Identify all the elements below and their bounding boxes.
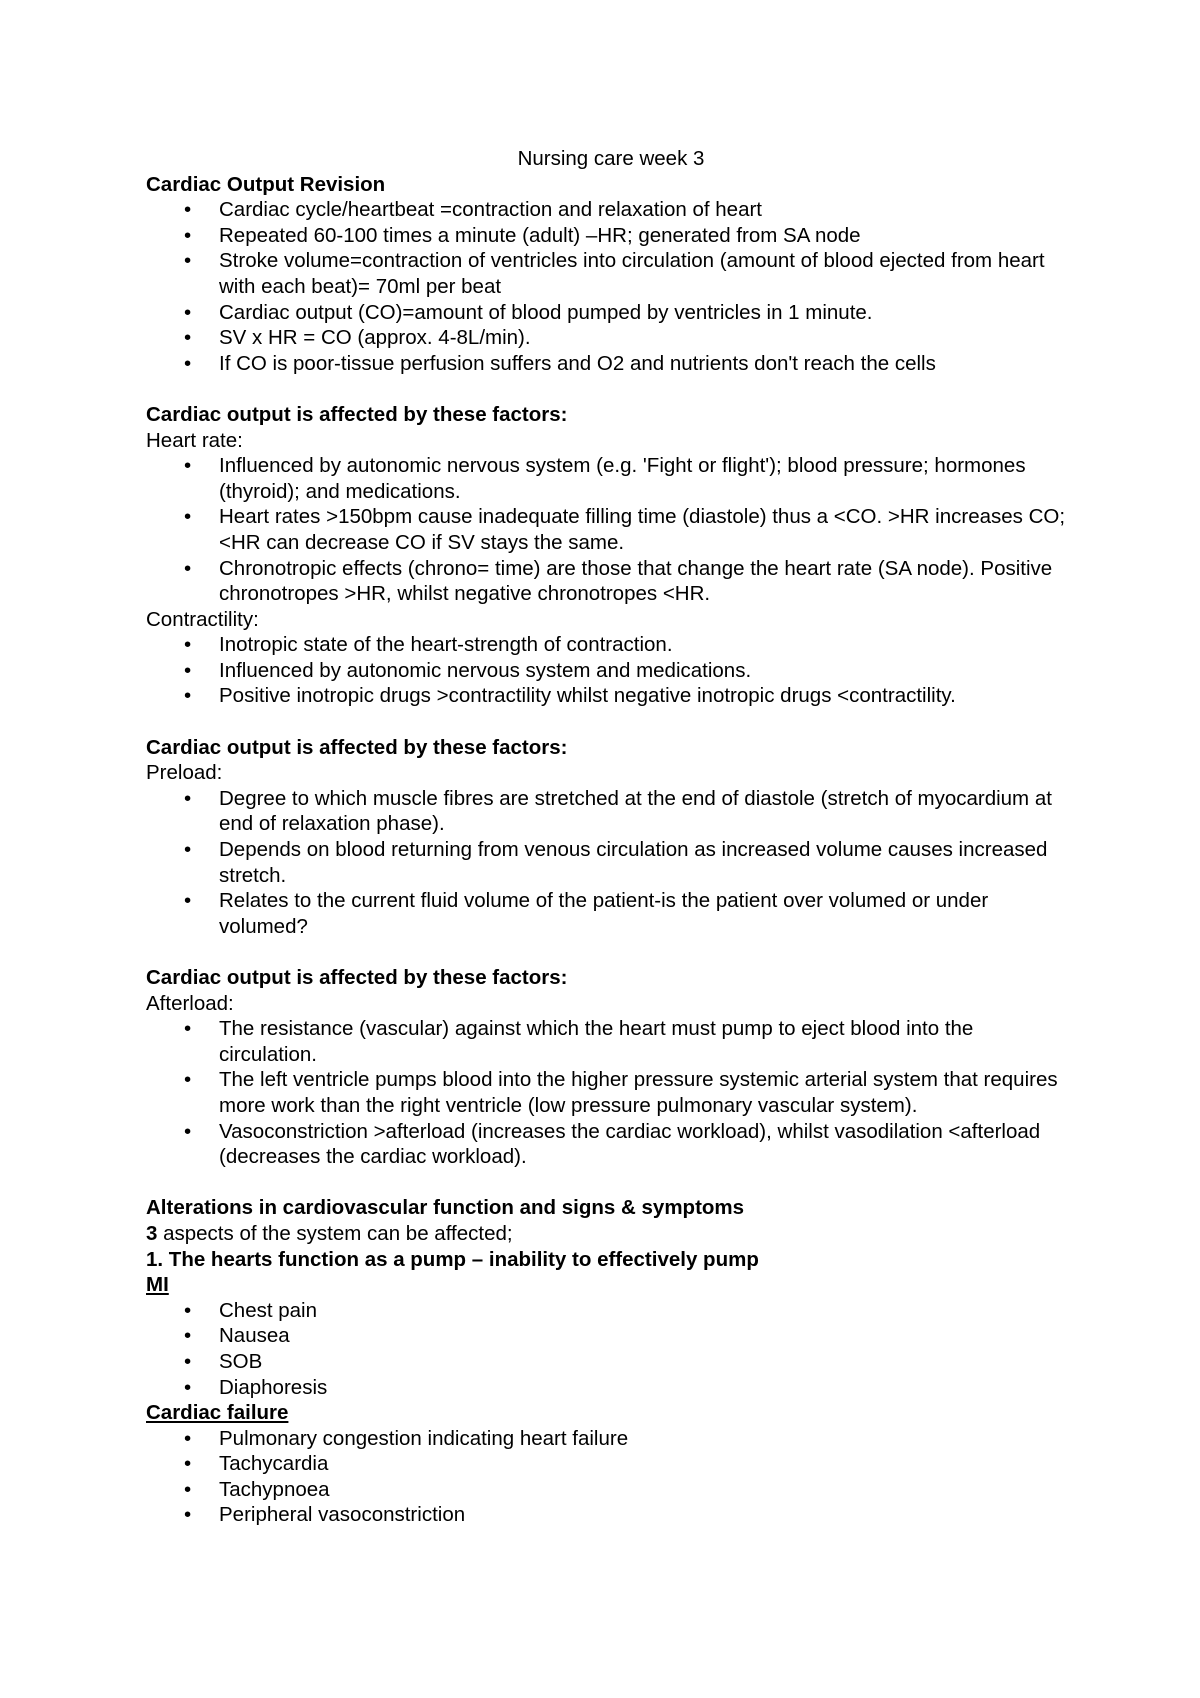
list-item: • Heart rates >150bpm cause inadequate filling time (diastole) thus a <CO. >HR increases CO; <HR can decrease CO if SV stays the same. xyxy=(146,504,1076,555)
contractility-list xyxy=(146,632,1076,709)
subheading-contractility: Contractility: xyxy=(146,607,259,631)
list-item: • Nausea xyxy=(146,1323,1076,1349)
list-item: • Depends on blood returning from venous circulation as increased volume causes increased stretch. xyxy=(146,837,1076,888)
list-item: • Peripheral vasoconstriction xyxy=(146,1502,1076,1528)
list-item: • Cardiac cycle/heartbeat =contraction and relaxation of heart xyxy=(146,197,1076,223)
list-item: • The left ventricle pumps blood into the higher pressure systemic arterial system that requires more work than the right ventricle (low pressure pulmonary vascular system). xyxy=(146,1067,1076,1118)
list-item: • Tachypnoea xyxy=(146,1477,1076,1503)
list-item: • Tachycardia xyxy=(146,1451,1076,1477)
list-item: • Stroke volume=contraction of ventricles into circulation (amount of blood ejected from heart with each beat)= 70ml per beat xyxy=(146,248,1076,299)
list-item: • Degree to which muscle fibres are stretched at the end of diastole (stretch of myocardium at end of relaxation phase). xyxy=(146,786,1076,837)
list-item: • Positive inotropic drugs >contractility whilst negative inotropic drugs <contractility. xyxy=(146,683,1076,709)
list-item: • Vasoconstriction >afterload (increases the cardiac workload), whilst vasodilation <afterload (decreases the cardiac workload). xyxy=(146,1119,1076,1170)
document-body xyxy=(146,146,1076,1528)
list-item: • Influenced by autonomic nervous system and medications. xyxy=(146,658,1076,684)
aspects-number: 3 xyxy=(146,1221,158,1245)
section-heading-alterations: Alterations in cardiovascular function and signs & symptoms xyxy=(146,1196,745,1220)
spacer xyxy=(146,709,1076,735)
cardiac-output-revision-list xyxy=(146,197,1076,376)
heart-rate-list xyxy=(146,453,1076,607)
section-heading-factors-heart-rate: Cardiac output is affected by these factors: xyxy=(146,402,568,426)
section-heading-factors-preload: Cardiac output is affected by these factors: xyxy=(146,735,568,759)
list-item: • SV x HR = CO (approx. 4-8L/min). xyxy=(146,325,1076,351)
list-item: • Repeated 60-100 times a minute (adult) –HR; generated from SA node xyxy=(146,223,1076,249)
list-item: • The resistance (vascular) against which the heart must pump to eject blood into the circulation. xyxy=(146,1016,1076,1067)
list-item: • If CO is poor-tissue perfusion suffers and O2 and nutrients don't reach the cells xyxy=(146,351,1076,377)
aspects-text: aspects of the system can be affected; xyxy=(157,1221,513,1245)
subheading-mi: MI xyxy=(146,1273,169,1297)
subheading-heart-rate: Heart rate: xyxy=(146,428,243,452)
list-item: • Chronotropic effects (chrono= time) are those that change the heart rate (SA node). Positive chronotropes >HR, whilst negative chronotropes <HR. xyxy=(146,556,1076,607)
section-heading-cardiac-output-revision: Cardiac Output Revision xyxy=(146,172,386,196)
subheading-afterload: Afterload: xyxy=(146,991,234,1015)
spacer xyxy=(146,1170,1076,1196)
point-heading-pump-function: 1. The hearts function as a pump – inability to effectively pump xyxy=(146,1247,759,1271)
list-item: • Diaphoresis xyxy=(146,1375,1076,1401)
list-item: • Relates to the current fluid volume of the patient-is the patient over volumed or under volumed? xyxy=(146,888,1076,939)
list-item: • Inotropic state of the heart-strength of contraction. xyxy=(146,632,1076,658)
subheading-cardiac-failure: Cardiac failure xyxy=(146,1401,289,1425)
list-item: • Cardiac output (CO)=amount of blood pumped by ventricles in 1 minute. xyxy=(146,300,1076,326)
afterload-list xyxy=(146,1016,1076,1170)
list-item: • Influenced by autonomic nervous system (e.g. 'Fight or flight'); blood pressure; hormones (thyroid); and medications. xyxy=(146,453,1076,504)
document-title: Nursing care week 3 xyxy=(517,147,705,170)
list-item: • Chest pain xyxy=(146,1298,1076,1324)
preload-list xyxy=(146,786,1076,940)
mi-symptom-list xyxy=(146,1298,1076,1400)
list-item: • SOB xyxy=(146,1349,1076,1375)
cardiac-failure-symptom-list xyxy=(146,1426,1076,1528)
spacer xyxy=(146,376,1076,402)
spacer xyxy=(146,939,1076,965)
section-heading-factors-afterload: Cardiac output is affected by these factors: xyxy=(146,966,568,989)
subheading-preload: Preload: xyxy=(146,761,223,785)
list-item: • Pulmonary congestion indicating heart failure xyxy=(146,1426,1076,1452)
aspects-line xyxy=(146,1221,1076,1247)
